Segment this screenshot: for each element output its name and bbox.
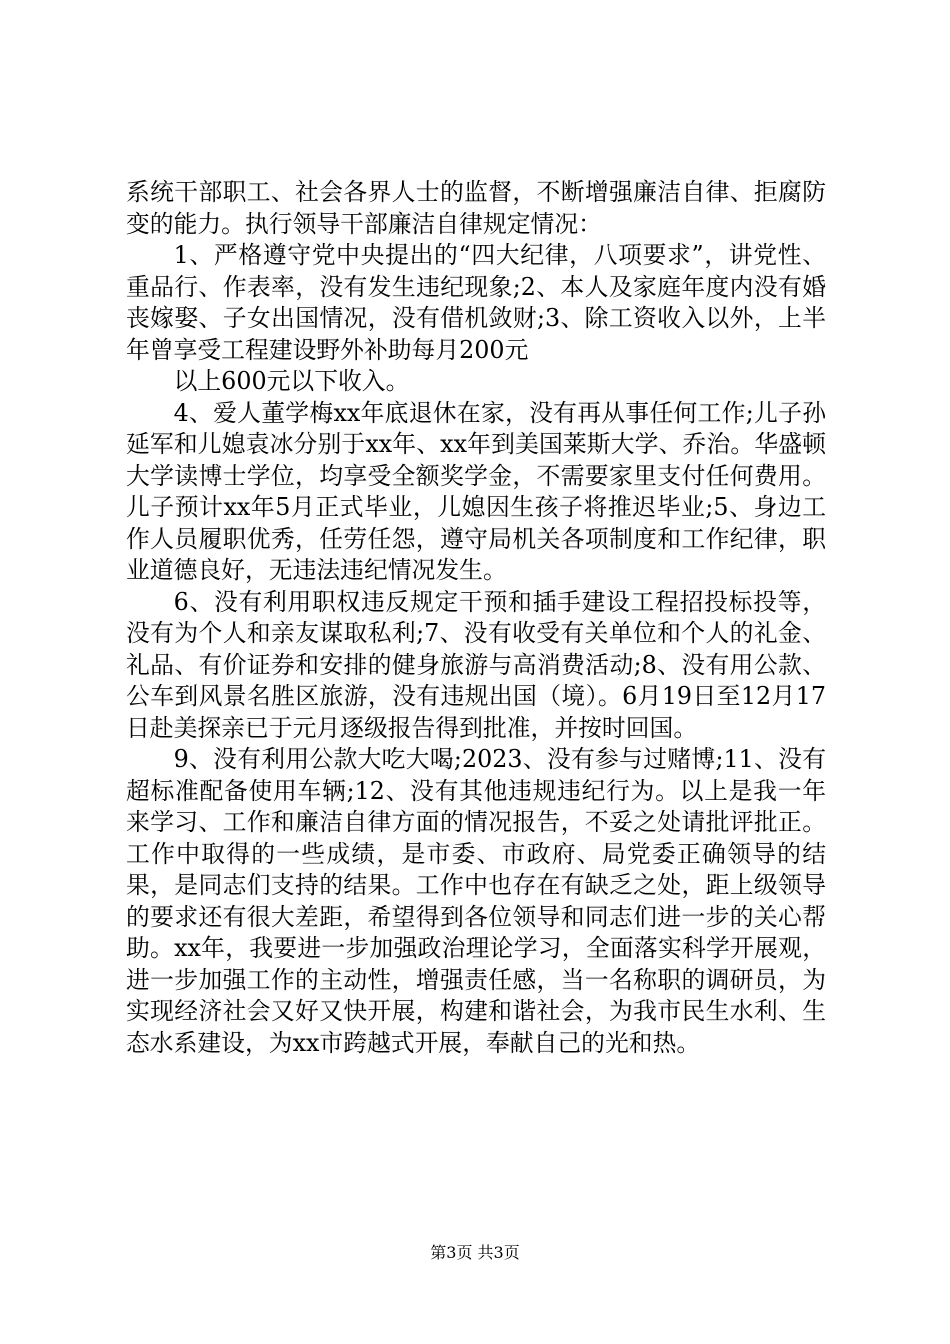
paragraph-2: 1、严格遵守党中央提出的“四大纪律，八项要求”，讲党性、重品行、作表率，没有发生违纪现象;2、本人及家庭年度内没有婚丧嫁娶、子女出国情况，没有借机敛财;3、除工资收入以外，上半年曾享受工程建设野外补助每月200元 [126,241,826,364]
paragraph-1: 系统干部职工、社会各界人士的监督，不断增强廉洁自律、拒腐防变的能力。执行领导干部廉洁自律规定情况： [126,178,826,238]
page-number: 第3页 共3页 [430,1243,520,1262]
paragraph-6: 9、没有利用公款大吃大喝;2023、没有参与过赌博;11、没有超标准配备使用车辆;12、没有其他违规违纪行为。以上是我一年来学习、工作和廉洁自律方面的情况报告，不妥之处请批评批正。工作中取得的一些成绩，是市委、市政府、局党委正确领导的结果，是同志们支持的结果。工作中也存在有缺乏之处，距上级领导的要求还有很大差距，希望得到各位领导和同志们进一步的关心帮助。xx年，我要进一步加强政治理论学习，全面落实科学开展观，进一步加强工作的主动性，增强责任感，当一名称职的调研员，为实现经济社会又好又快开展，构建和谐社会，为我市民生水利、生态水系建设，为xx市跨越式开展，奉献自己的光和热。 [126,745,826,1057]
document-body [126,177,826,1059]
paragraph-4: 4、爱人董学梅xx年底退休在家，没有再从事任何工作;儿子孙延军和儿媳袁冰分别于xx年、xx年到美国莱斯大学、乔治。华盛顿大学读博士学位，均享受全额奖学金，不需要家里支付任何费用。儿子预计xx年5月正式毕业，儿媳因生孩子将推迟毕业;5、身边工作人员履职优秀，任劳任怨，遵守局机关各项制度和工作纪律，职业道德良好，无违法违纪情况发生。 [126,398,826,584]
page-footer [0,1243,950,1263]
paragraph-3: 以上600元以下收入。 [173,367,410,395]
paragraph-5: 6、没有利用职权违反规定干预和插手建设工程招投标投等，没有为个人和亲友谋取私利;7、没有收受有关单位和个人的礼金、礼品、有价证券和安排的健身旅游与高消费活动;8、没有用公款、公车到风景名胜区旅游，没有违规出国（境）。6月19日至12月17日赴美探亲已于元月逐级报告得到批准，并按时回国。 [126,587,826,742]
